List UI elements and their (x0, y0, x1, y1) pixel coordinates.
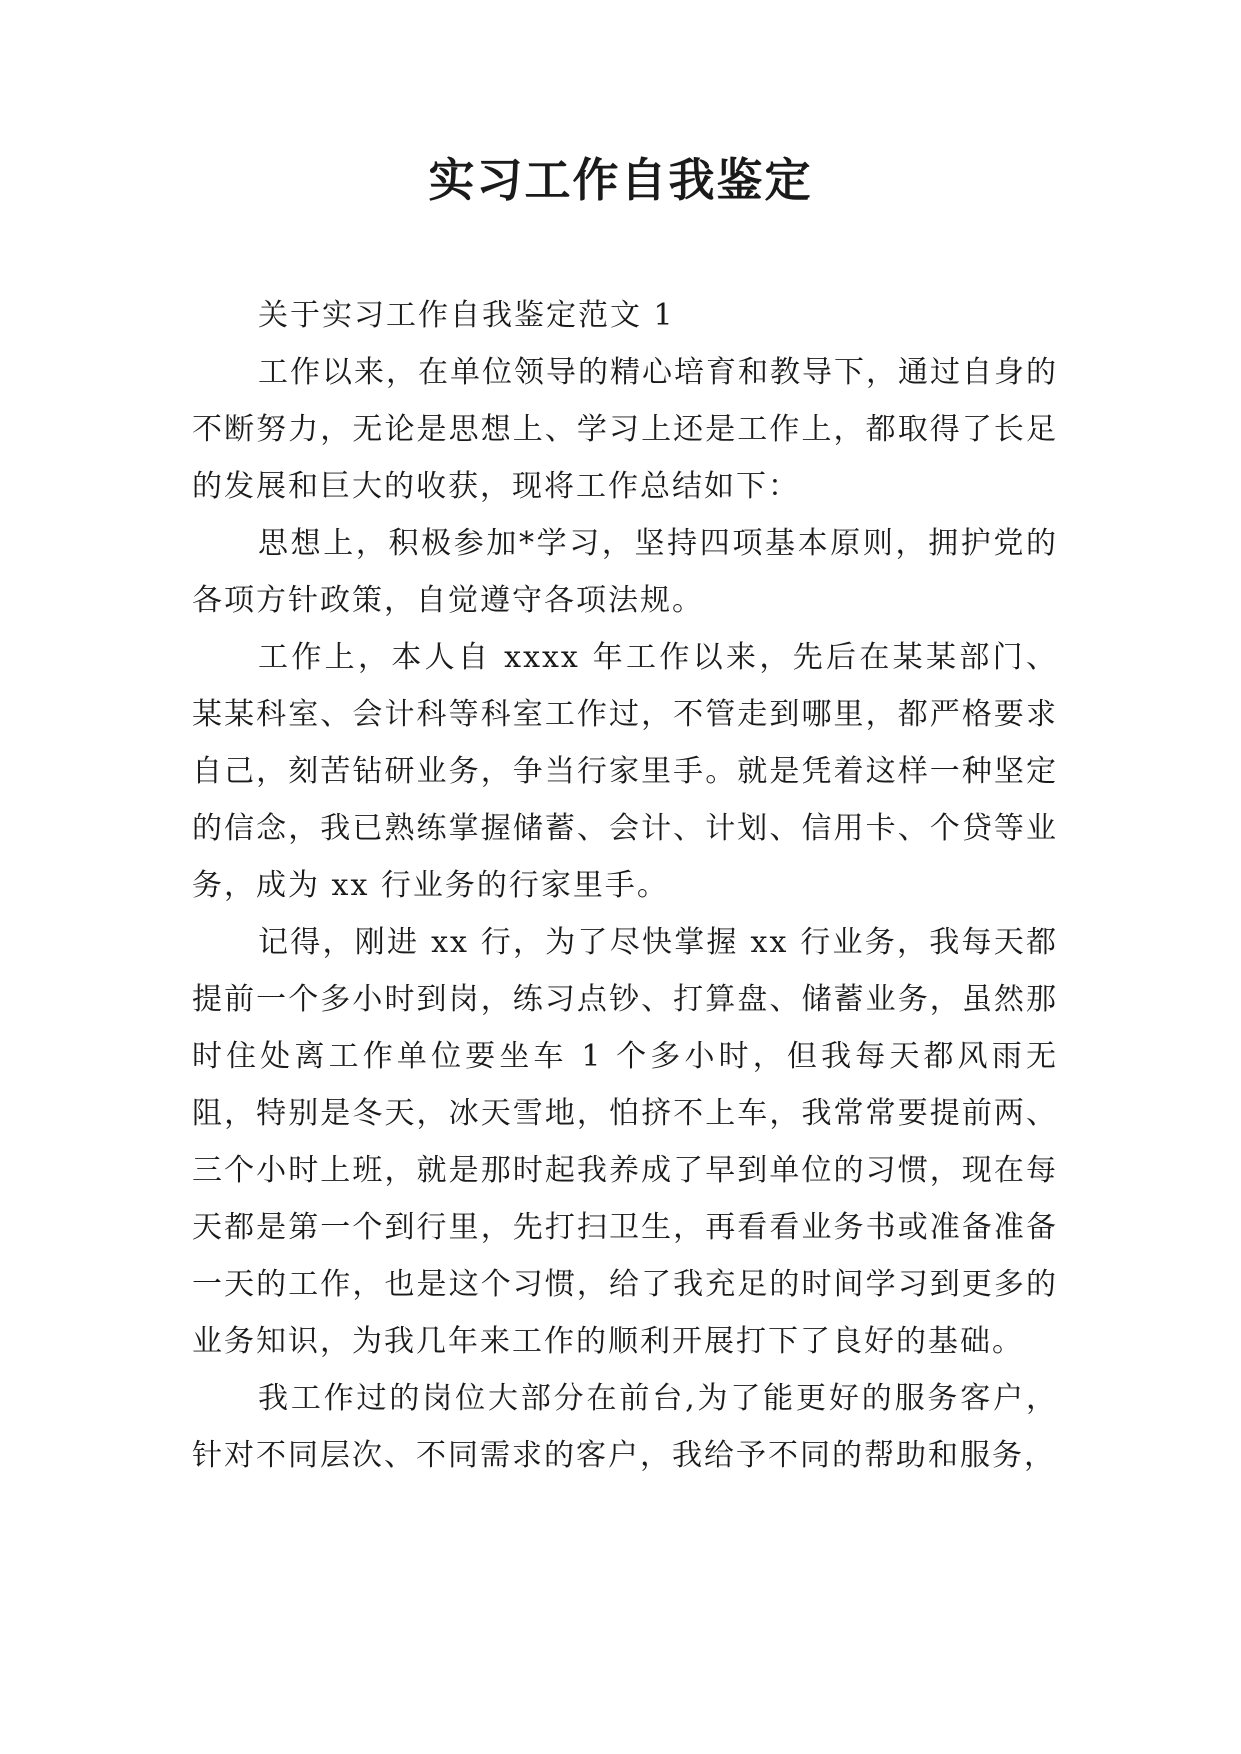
paragraph-service: 我工作过的岗位大部分在前台,为了能更好的服务客户，针对不同层次、不同需求的客户，我给予不同的帮助和服务， (192, 1381, 1058, 1473)
paragraph-intro: 工作以来，在单位领导的精心培育和教导下，通过自身的不断努力，无论是思想上、学习上还是工作上，都取得了长足的发展和巨大的收获，现将工作总结如下： (192, 355, 1058, 504)
section-heading: 关于实习工作自我鉴定范文 1 (258, 298, 675, 333)
paragraph-memory: 记得，刚进 xx 行，为了尽快掌握 xx 行业务，我每天都提前一个多小时到岗，练习点钞、打算盘、储蓄业务，虽然那时住处离工作单位要坐车 1 个多小时，但我每天都风雨无阻，特别是冬天，冰天雪地，怕挤不上车，我常常要提前两、三个小时上班，就是那时起我养成了早到单位的习惯，现在每天都是第一个到行里，先打扫卫生，再看看业务书或准备准备一天的工作，也是这个习惯，给了我充足的时间学习到更多的业务知识，为我几年来工作的顺利开展打下了良好的基础。 (192, 925, 1058, 1359)
document-title: 实习工作自我鉴定 (428, 153, 813, 207)
paragraph-work: 工作上，本人自 xxxx 年工作以来，先后在某某部门、某某科室、会计科等科室工作过，不管走到哪里，都严格要求自己，刻苦钻研业务，争当行家里手。就是凭着这样一种坚定的信念，我已熟练掌握储蓄、会计、计划、信用卡、个贷等业务，成为 xx 行业务的行家里手。 (192, 640, 1058, 903)
paragraph-thought: 思想上，积极参加*学习，坚持四项基本原则，拥护党的各项方针政策，自觉遵守各项法规。 (192, 526, 1058, 618)
document-body (192, 287, 1058, 1484)
